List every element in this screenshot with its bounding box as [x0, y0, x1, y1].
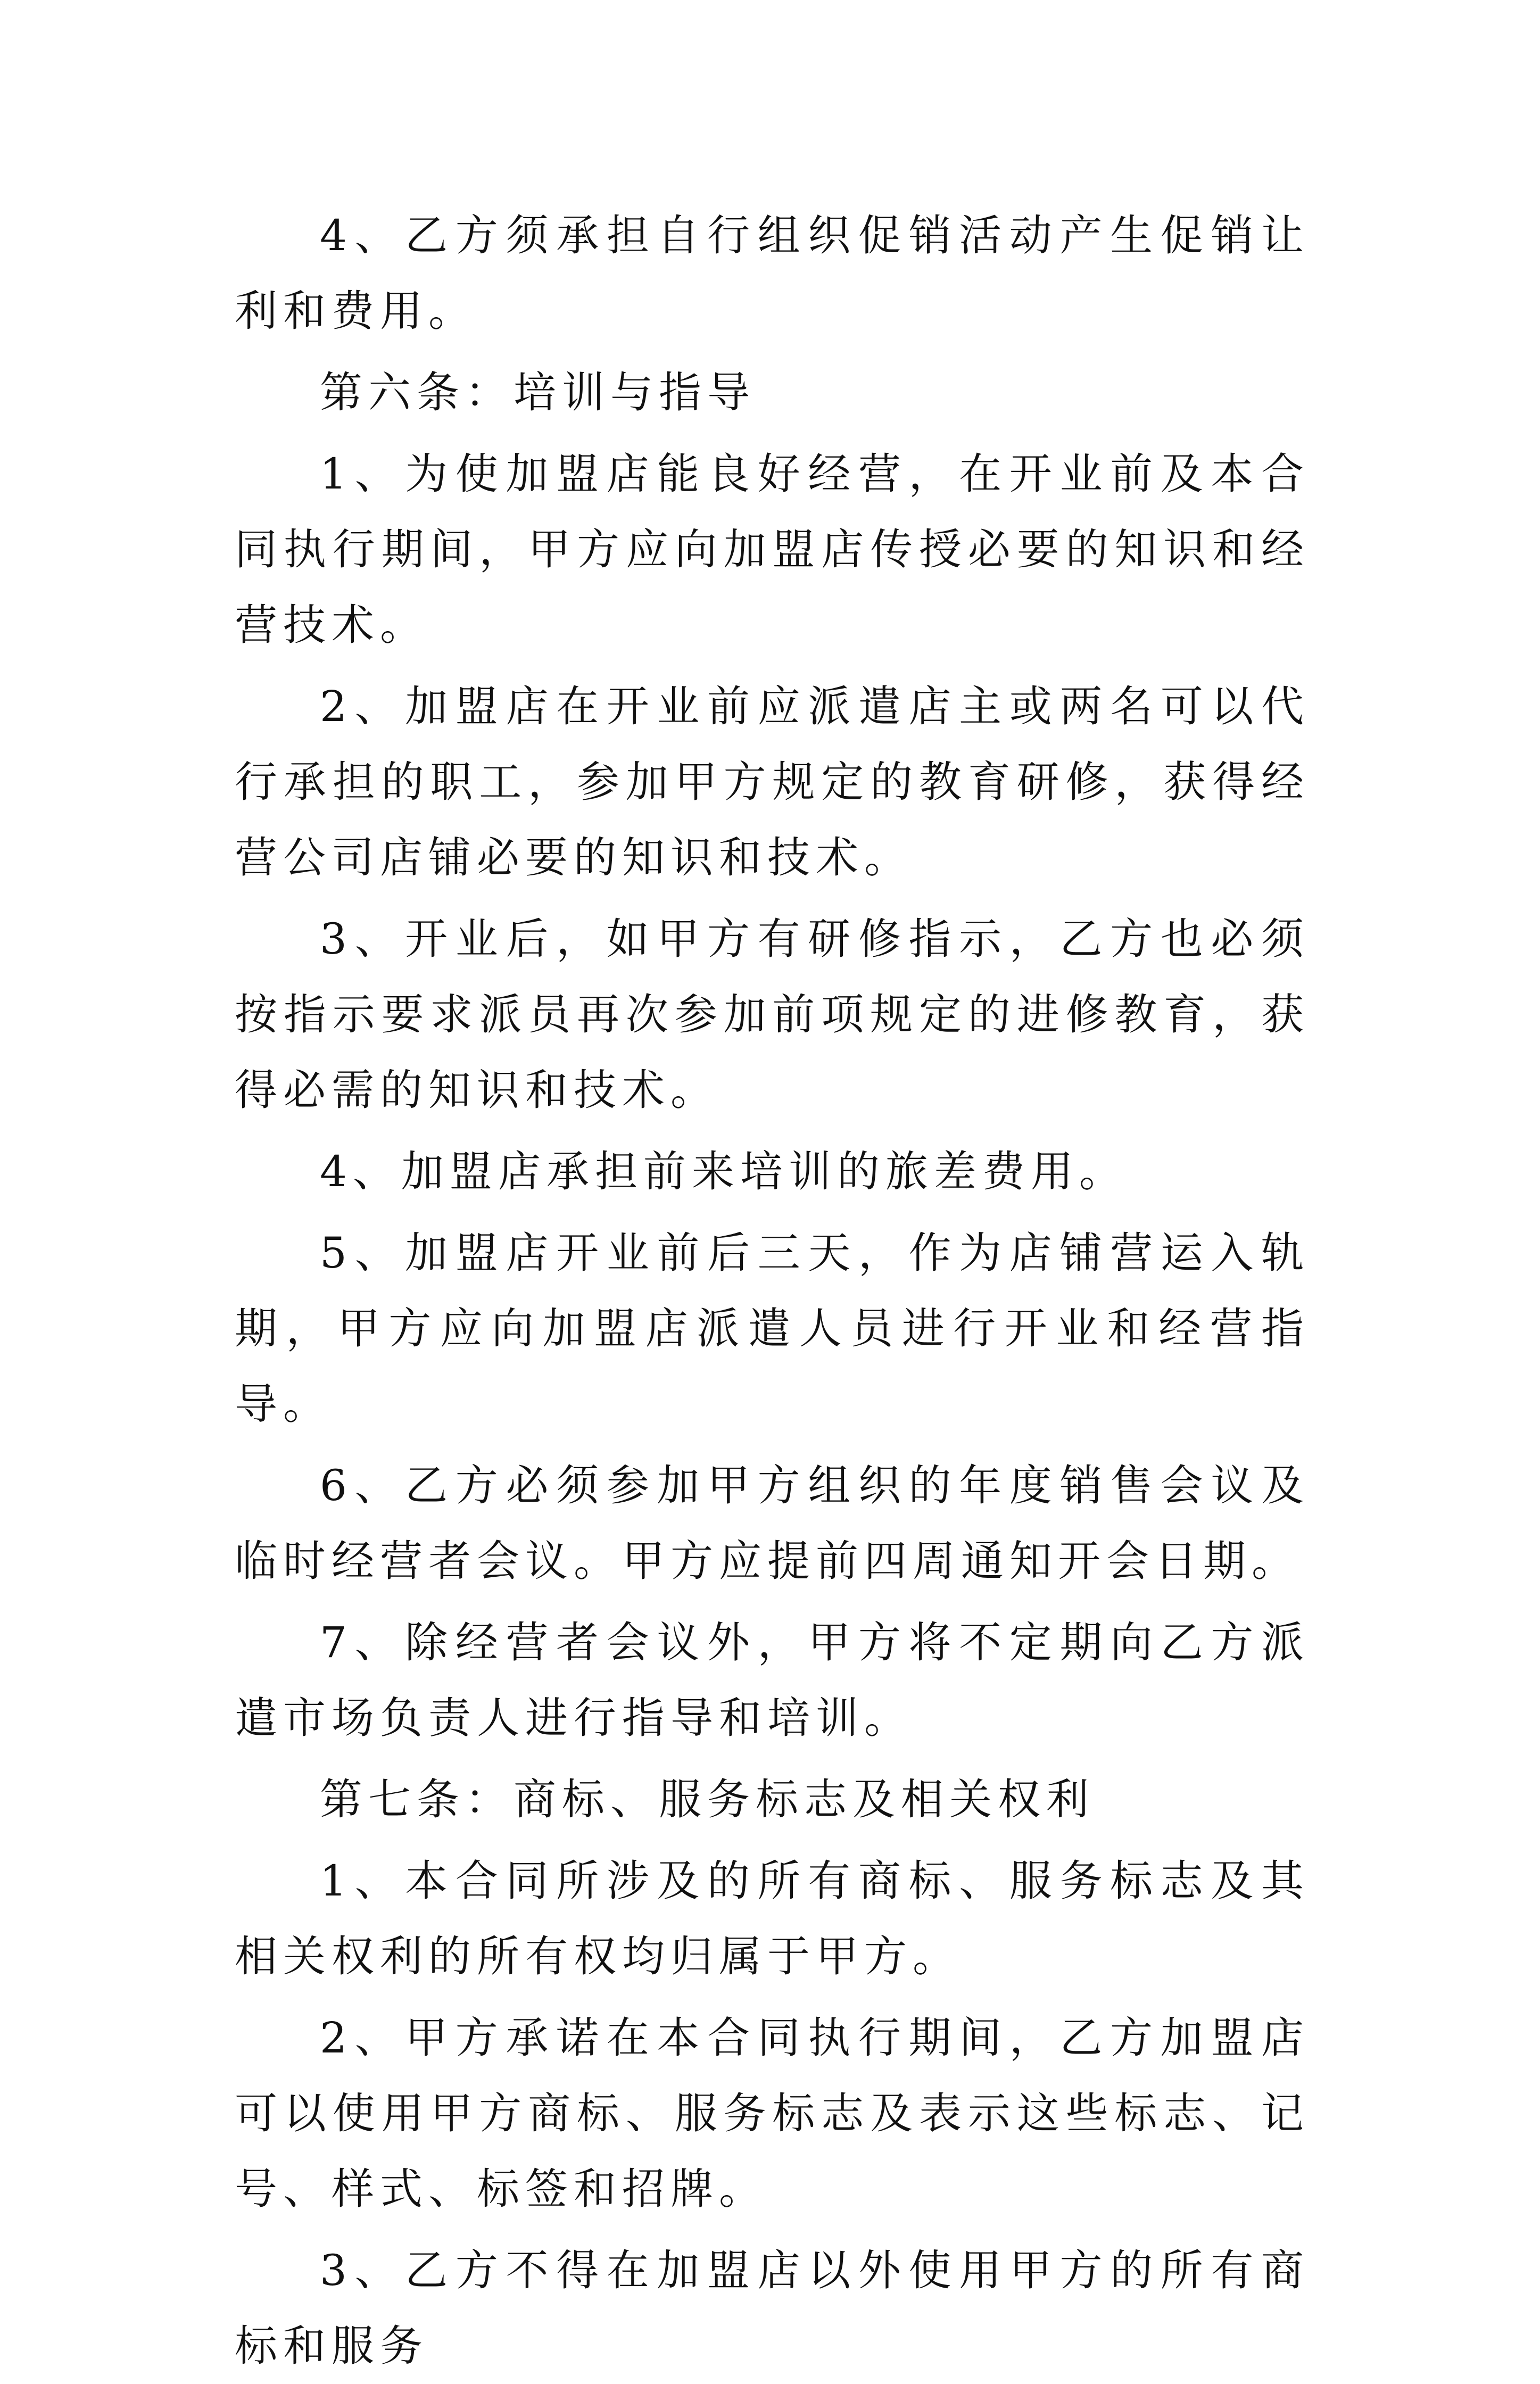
clause-6-item-5: 5、加盟店开业前后三天，作为店铺营运入轨期，甲方应向加盟店派遣人员进行开业和经营指导。 — [235, 1228, 1310, 1429]
clause-6-item-3: 3、开业后，如甲方有研修指示，乙方也必须按指示要求派员再次参加前项规定的进修教育，获得必需的知识和技术。 — [235, 914, 1310, 1115]
article-7-heading: 第七条：商标、服务标志及相关权利 — [320, 1775, 1095, 1824]
clause-6-item-4: 4、加盟店承担前来培训的旅差费用。 — [320, 1147, 1128, 1196]
article-6-heading: 第六条：培训与指导 — [320, 368, 756, 417]
clause-6-item-2: 2、加盟店在开业前应派遣店主或两名可以代行承担的职工，参加甲方规定的教育研修，获得经营公司店铺必要的知识和技术。 — [235, 682, 1310, 882]
clause-6-item-1: 1、为使加盟店能良好经营，在开业前及本合同执行期间，甲方应向加盟店传授必要的知识和经营技术。 — [235, 449, 1310, 650]
clause-6-item-6: 6、乙方必须参加甲方组织的年度销售会议及临时经营者会议。甲方应提前四周通知开会日期。 — [235, 1461, 1310, 1586]
clause-7-item-1: 1、本合同所涉及的所有商标、服务标志及其相关权利的所有权均归属于甲方。 — [235, 1856, 1310, 1981]
contract-body — [235, 198, 1310, 2384]
clause-5-item-4: 4、乙方须承担自行组织促销活动产生促销让利和费用。 — [235, 211, 1310, 336]
clause-7-item-3: 3、乙方不得在加盟店以外使用甲方的所有商标和服务 — [235, 2246, 1310, 2371]
clause-7-item-2: 2、甲方承诺在本合同执行期间，乙方加盟店可以使用甲方商标、服务标志及表示这些标志、记号、样式、标签和招牌。 — [235, 2013, 1310, 2214]
clause-6-item-7: 7、除经营者会议外，甲方将不定期向乙方派遣市场负责人进行指导和培训。 — [235, 1618, 1310, 1743]
